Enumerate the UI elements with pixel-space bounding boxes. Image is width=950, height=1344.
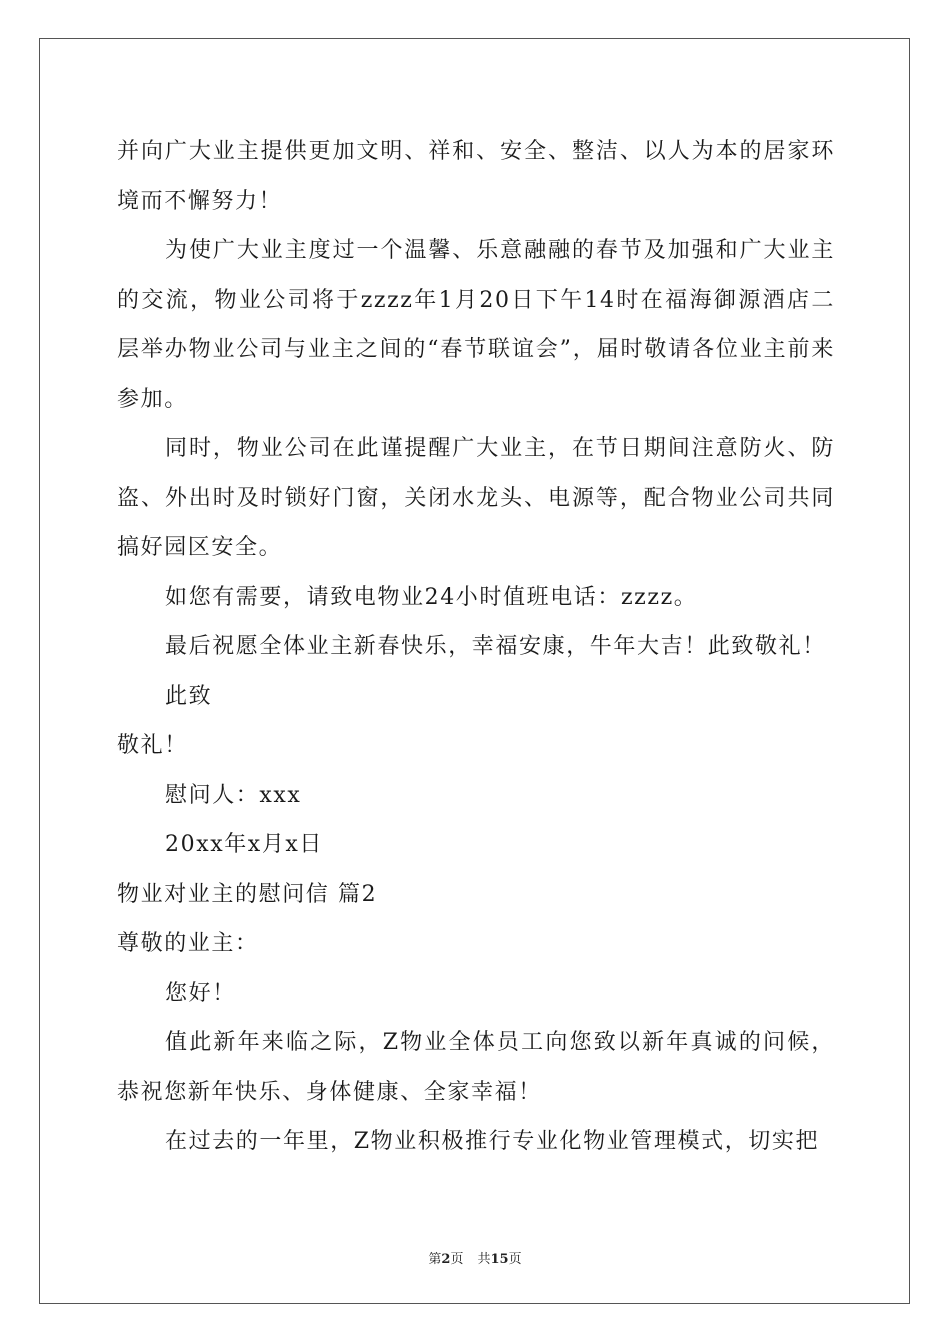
- document-body: [117, 127, 835, 1167]
- paragraph-6: 值此新年来临之际，Z物业全体员工向您致以新年真诚的问候，恭祝您新年快乐、身体健康、全家幸福！: [117, 1030, 835, 1105]
- section-heading: 物业对业主的慰问信 篇2: [117, 881, 378, 907]
- paragraph-3: 同时，物业公司在此谨提醒广大业主，在节日期间注意防火、防盗、外出时及时锁好门窗，关闭水龙头、电源等，配合物业公司共同搞好园区安全。: [117, 436, 835, 560]
- page-footer: [0, 1248, 950, 1267]
- page-current: 2: [441, 1252, 451, 1267]
- paragraph-5: 最后祝愿全体业主新春快乐，幸福安康，牛年大吉！此致敬礼！: [165, 634, 826, 659]
- total-prefix: 共: [477, 1252, 491, 1267]
- salutation: 尊敬的业主：: [117, 931, 259, 956]
- paragraph-4: 如您有需要，请致电物业24小时值班电话：zzzz。: [165, 584, 698, 610]
- paragraph-7: 在过去的一年里，Z物业积极推行专业化物业管理模式，切实把: [165, 1129, 820, 1154]
- page-prefix: 第: [428, 1252, 442, 1267]
- paragraph-1: 并向广大业主提供更加文明、祥和、安全、整洁、以人为本的居家环境而不懈努力！: [117, 139, 835, 214]
- closing-line-2: 敬礼！: [117, 733, 188, 758]
- page-suffix: 页: [450, 1252, 464, 1267]
- paragraph-2: 为使广大业主度过一个温馨、乐意融融的春节及加强和广大业主的交流，物业公司将于zzzz年1月20日下午14时在福海御源酒店二层举办物业公司与业主之间的“春节联谊会”，届时敬请各位业主前来参加。: [117, 238, 835, 412]
- date-line: 20xx年x月x日: [165, 832, 324, 857]
- closing-line-1: 此致: [165, 683, 213, 709]
- page-total: 15: [490, 1252, 509, 1267]
- total-suffix: 页: [508, 1252, 522, 1267]
- signature: 慰问人：xxx: [165, 782, 302, 808]
- greeting: 您好！: [165, 980, 236, 1006]
